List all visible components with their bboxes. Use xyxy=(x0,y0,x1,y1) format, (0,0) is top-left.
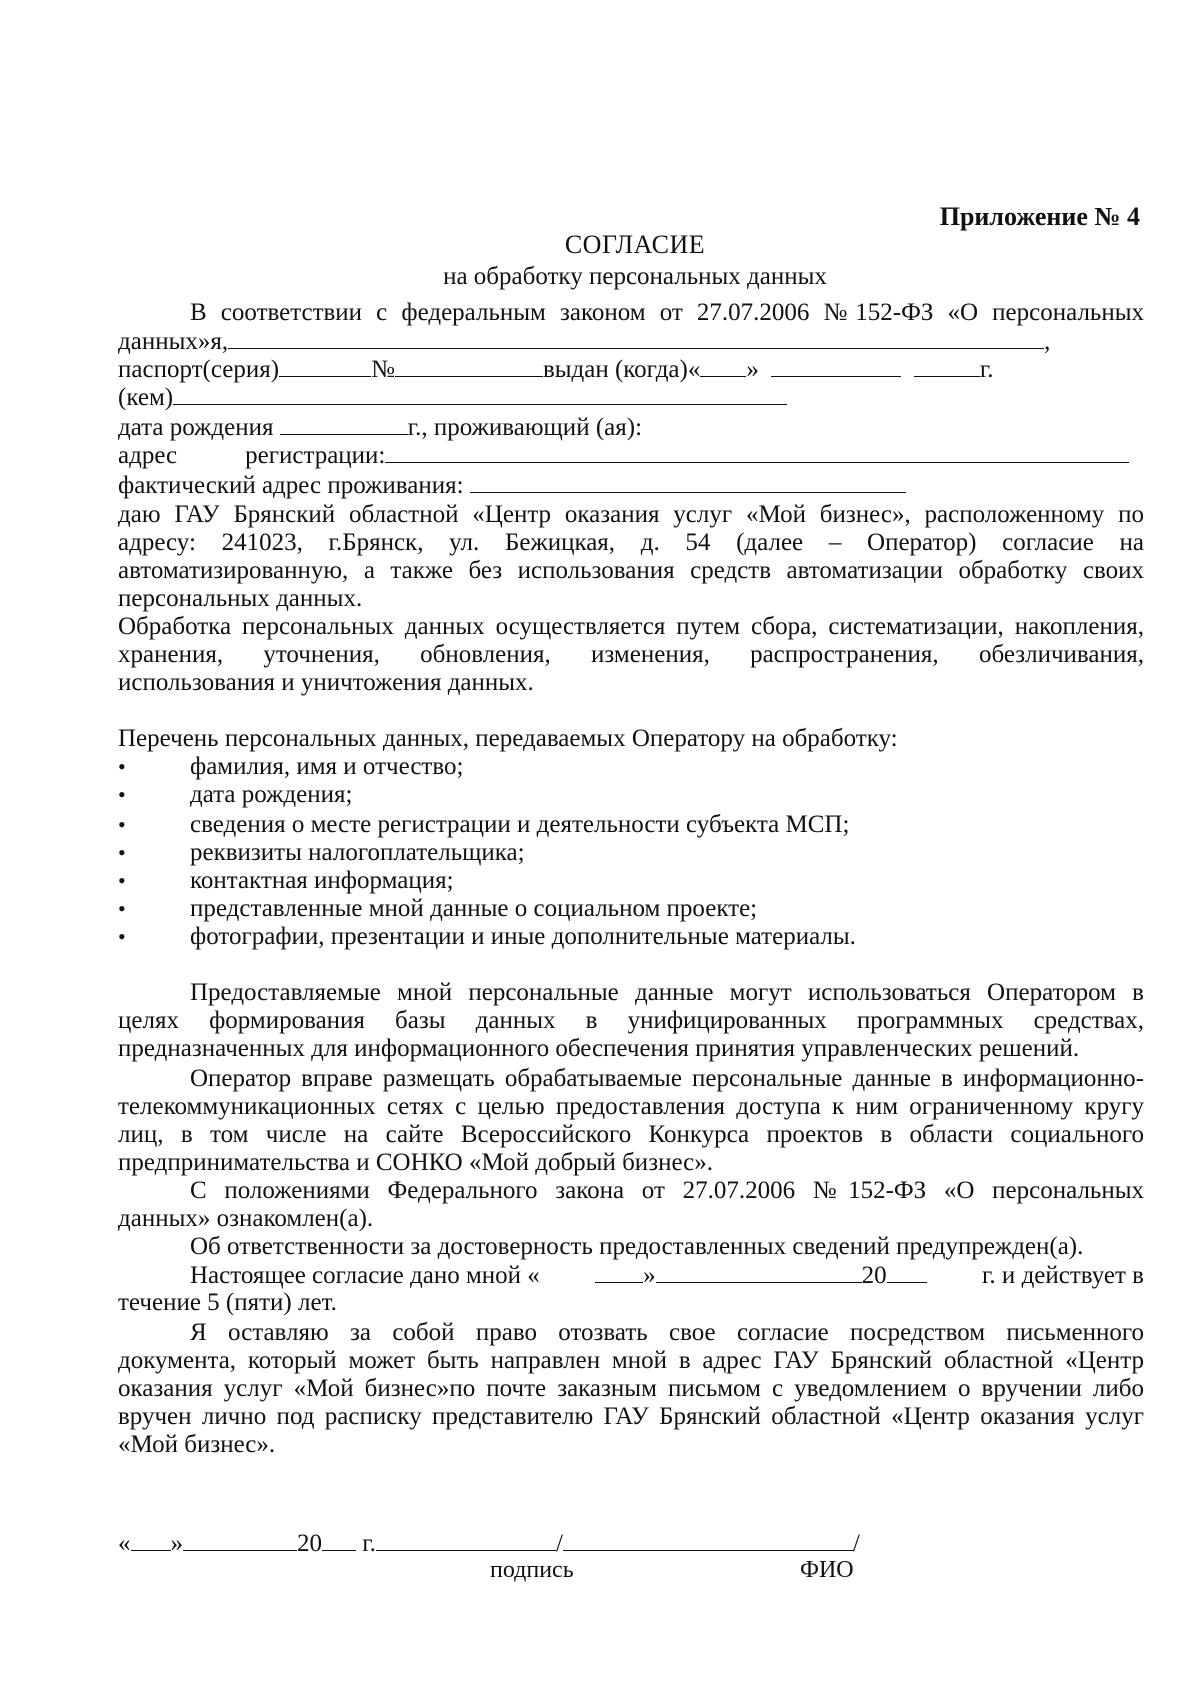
passport-series-label: паспорт(серия) xyxy=(118,356,280,383)
consent-date-row xyxy=(190,1260,1144,1290)
full-name-blank[interactable] xyxy=(228,326,1044,349)
paragraph-4-line-2: телекоммуникационных сетях с целью предоставления доступа к ним ограниченному кругу xyxy=(118,1093,1144,1120)
list-bullet: • xyxy=(118,868,126,893)
signature-month-blank[interactable] xyxy=(183,1528,297,1551)
signature-caption: подпись xyxy=(490,1557,574,1583)
birth-date-blank[interactable] xyxy=(280,412,408,435)
document-title: СОГЛАСИЕ xyxy=(564,230,706,259)
paragraph-8-line-3: оказания услуг «Мой бизнес»по почте заказным письмом с уведомлением о вручении либо xyxy=(118,1375,1144,1402)
consent-day-blank[interactable] xyxy=(595,1260,643,1283)
issued-quote-close: » xyxy=(746,356,759,383)
registration-label: регистрации: xyxy=(245,442,386,469)
paragraph-4-line-3: лиц, в том числе на сайте Всероссийского Конкурса проектов в области социального xyxy=(118,1121,1144,1148)
signature-blank[interactable] xyxy=(376,1528,556,1551)
name-field-row xyxy=(118,326,1144,356)
list-item: контактная информация; xyxy=(190,867,454,894)
full-name-caption: ФИО xyxy=(800,1557,854,1583)
full-name-signature-blank[interactable] xyxy=(563,1528,853,1551)
paragraph-2-line-1: Обработка персональных данных осуществляется путем сбора, систематизации, накопления, xyxy=(118,613,1144,640)
issued-day-blank[interactable] xyxy=(700,354,746,377)
consent-quote-close: » xyxy=(643,1262,656,1289)
signature-year-suffix: г. xyxy=(362,1530,376,1557)
issued-month-blank[interactable] xyxy=(771,354,901,377)
issued-by-row xyxy=(118,382,1144,412)
signature-year-blank[interactable] xyxy=(322,1528,356,1551)
signature-slash-2: / xyxy=(852,1530,860,1557)
appendix-label: Приложение № 4 xyxy=(939,202,1140,231)
registration-address-row xyxy=(118,440,1144,470)
paragraph-2-line-2: хранения, уточнения, обновления, изменения, распространения, обезличивания, xyxy=(118,641,1144,668)
paragraph-3-line-2: целях формирования базы данных в унифицированных программных средствах, xyxy=(118,1007,1144,1034)
list-bullet: • xyxy=(118,812,126,837)
signature-day-blank[interactable] xyxy=(131,1528,171,1551)
consent-year-blank[interactable] xyxy=(887,1260,927,1283)
paragraph-8-line-4: вручен лично под расписку представителю ГАУ Брянский областной «Центр оказания услуг xyxy=(118,1403,1144,1430)
actual-address-label: фактический адрес проживания: xyxy=(118,472,464,499)
list-item: фамилия, имя и отчество; xyxy=(190,753,464,780)
issued-by-blank[interactable] xyxy=(173,382,787,405)
consent-valid-text: г. и действует в xyxy=(982,1262,1144,1289)
paragraph-1-line-3: автоматизированную, а также без использования средств автоматизации обработку своих xyxy=(118,557,1144,584)
document-subtitle: на обработку персональных данных xyxy=(443,263,827,290)
consent-validity-line: течение 5 (пяти) лет. xyxy=(118,1289,337,1316)
list-bullet: • xyxy=(118,924,126,949)
paragraph-3-line-3: предназначенных для информационного обеспечения принятия управленческих решений. xyxy=(118,1035,1080,1062)
name-label: данных»я, xyxy=(118,328,229,355)
paragraph-1-line-1: даю ГАУ Брянский областной «Центр оказания услуг «Мой бизнес», расположенному по xyxy=(118,501,1144,528)
paragraph-1-line-2: адресу: 241023, г.Брянск, ул. Бежицкая, д. 54 (далее – Оператор) согласие на xyxy=(118,529,1144,556)
residing-label: г., проживающий (ая): xyxy=(407,414,643,441)
actual-address-blank[interactable] xyxy=(470,470,906,493)
paragraph-4-line-1: Оператор вправе размещать обрабатываемые персональные данные в информационно- xyxy=(190,1065,1144,1092)
paragraph-2-line-3: использования и уничтожения данных. xyxy=(118,669,534,696)
paragraph-4-line-4: предпринимательства и СОНКО «Мой добрый бизнес». xyxy=(118,1149,714,1176)
list-bullet: • xyxy=(118,754,126,779)
address-word: адрес xyxy=(118,442,178,469)
signature-year-prefix: 20 xyxy=(297,1530,322,1557)
passport-row xyxy=(118,354,1144,384)
birth-date-row xyxy=(118,412,1144,442)
signature-open-quote: « xyxy=(118,1530,131,1557)
passport-number-blank[interactable] xyxy=(395,354,543,377)
issued-by-label: (кем) xyxy=(118,384,174,411)
list-intro: Перечень персональных данных, передаваемых Оператору на обработку: xyxy=(118,725,898,752)
paragraph-6: Об ответственности за достоверность предоставленных сведений предупрежден(а). xyxy=(190,1233,1084,1260)
consent-month-blank[interactable] xyxy=(656,1260,862,1283)
intro-line-1: В соответствии с федеральным законом от 27.07.2006 №152-ФЗ «О персональных xyxy=(190,299,1144,326)
list-item: реквизиты налогоплательщика; xyxy=(190,839,525,866)
issued-year-blank[interactable] xyxy=(914,354,980,377)
signature-slash-1: / xyxy=(555,1530,563,1557)
birth-date-label: дата рождения xyxy=(118,414,274,441)
paragraph-8-line-2: документа, который может быть направлен мной в адрес ГАУ Брянский областной «Центр xyxy=(118,1347,1144,1374)
list-bullet: • xyxy=(118,896,126,921)
registration-address-blank[interactable] xyxy=(385,440,1129,463)
list-item: фотографии, презентации и иные дополнительные материалы. xyxy=(190,923,856,950)
name-comma: , xyxy=(1044,328,1051,355)
list-item: сведения о месте регистрации и деятельности субъекта МСП; xyxy=(190,811,850,838)
consent-date-label: Настоящее согласие дано мной « xyxy=(190,1262,540,1289)
list-item: дата рождения; xyxy=(190,781,353,808)
consent-year-prefix: 20 xyxy=(861,1262,887,1289)
issued-year-suffix: г. xyxy=(979,356,994,383)
signature-row xyxy=(118,1528,1144,1558)
issued-when-label: выдан (когда)« xyxy=(542,356,701,383)
list-item: представленные мной данные о социальном проекте; xyxy=(190,895,758,922)
paragraph-8-line-5: «Мой бизнес». xyxy=(118,1431,276,1458)
paragraph-3-line-1: Предоставляемые мной персональные данные могут использоваться Оператором в xyxy=(190,979,1144,1006)
passport-number-label: № xyxy=(371,356,395,383)
paragraph-5-line-1: С положениями Федерального закона от 27.07.2006 №152-ФЗ «О персональных xyxy=(190,1177,1144,1204)
list-bullet: • xyxy=(118,782,126,807)
paragraph-8-line-1: Я оставляю за собой право отозвать свое согласие посредством письменного xyxy=(190,1319,1144,1346)
paragraph-1-line-4: персональных данных. xyxy=(118,585,363,612)
passport-series-blank[interactable] xyxy=(279,354,371,377)
actual-address-row xyxy=(118,470,1144,500)
signature-close-quote: » xyxy=(170,1530,183,1557)
list-bullet: • xyxy=(118,840,126,865)
paragraph-5-line-2: данных» ознакомлен(а). xyxy=(118,1205,374,1232)
